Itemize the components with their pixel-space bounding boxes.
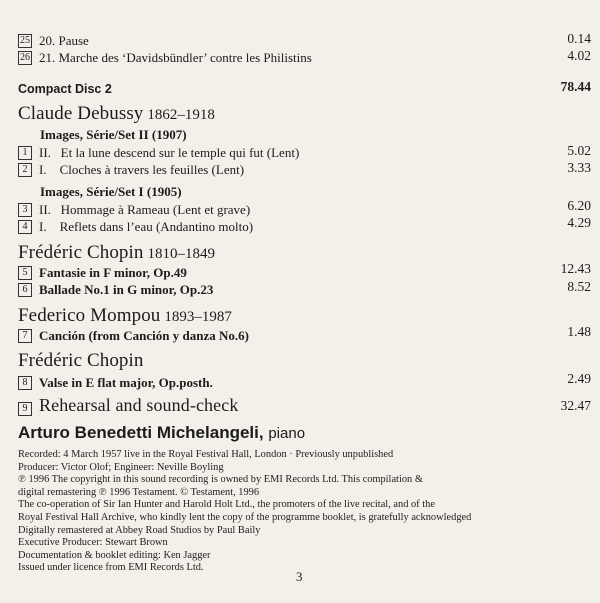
track-duration: 6.20 [567, 198, 591, 213]
track-title: Canción (from Canción y danza No.6) [39, 328, 249, 343]
track-title: Ballade No.1 in G minor, Op.23 [39, 282, 214, 297]
track-title: II. Et la lune descend sur le temple qui fut (Lent) [39, 145, 300, 160]
track-duration: 2.49 [567, 371, 591, 386]
composer-name: Frédéric Chopin [18, 350, 144, 371]
composer-name: Claude Debussy [18, 103, 144, 124]
track-number: 5 [18, 266, 32, 280]
track-duration: 1.48 [567, 324, 591, 339]
track-title: Rehearsal and sound-check [39, 395, 239, 415]
track-title: II. Hommage à Rameau (Lent et grave) [39, 202, 251, 217]
disc-heading: Compact Disc 2 [18, 82, 112, 96]
track-number: 6 [18, 283, 32, 297]
track-title: 20. Pause [39, 33, 89, 48]
composer-dates: 1810–1849 [147, 246, 216, 262]
track-number: 1 [18, 146, 32, 160]
credit-line: Documentation & booklet editing: Ken Jagger [18, 549, 211, 561]
track-duration: 32.47 [560, 398, 591, 413]
disc-total-duration: 78.44 [560, 79, 591, 94]
track-number: 9 [18, 402, 32, 416]
performer-instrument: piano [268, 425, 306, 442]
track-title: Fantasie in F minor, Op.49 [39, 265, 187, 280]
page-number: 3 [296, 569, 303, 584]
composer-heading [18, 242, 215, 264]
recording-credits [18, 449, 471, 575]
track-duration: 8.52 [567, 279, 591, 294]
track-duration: 5.02 [567, 143, 591, 158]
credit-line: Recorded: 4 March 1957 live in the Royal Festival Hall, London · Previously unpublished [18, 449, 394, 460]
work-title: Images, Série/Set I (1905) [40, 184, 182, 199]
composer-heading [18, 305, 232, 327]
credit-line: Issued under licence from EMI Records Ltd. [18, 562, 204, 574]
composer-heading [18, 103, 215, 125]
track-number: 2 [18, 163, 32, 177]
credit-line: The co-operation of Sir Ian Hunter and Harold Holt Ltd., the promoters of the live recital, and of the [18, 499, 435, 511]
composer-dates: 1862–1918 [147, 107, 215, 123]
track-number: 7 [18, 329, 32, 343]
credit-line: digital remastering ℗ 1996 Testament. © Testament, 1996 [18, 486, 260, 498]
track-duration: 3.33 [567, 160, 591, 175]
track-duration: 4.29 [567, 215, 591, 230]
track-number: 4 [18, 220, 32, 234]
credit-line: Royal Festival Hall Archive, who kindly lent the copy of the programme booklet, is gratefully acknowledged [18, 511, 472, 523]
composer-name: Frédéric Chopin [18, 242, 144, 263]
credit-line: ℗ 1996 The copyright in this sound recording is owned by EMI Records Ltd. This compilation & [18, 474, 423, 486]
credit-line: Executive Producer: Stewart Brown [18, 537, 168, 549]
composer-name: Federico Mompou [18, 305, 161, 326]
work-title: Images, Série/Set II (1907) [40, 127, 187, 142]
performer-credit [18, 423, 305, 443]
track-title: I. Cloches à travers les feuilles (Lent) [39, 162, 245, 177]
track-title: 21. Marche des ‘Davidsbündler’ contre les Philistins [39, 50, 312, 65]
track-title: Valse in E flat major, Op.posth. [39, 375, 213, 390]
composer-heading [18, 350, 144, 372]
track-title: I. Reflets dans l’eau (Andantino molto) [39, 219, 254, 234]
credit-line: Producer: Victor Olof; Engineer: Neville Boyling [18, 461, 224, 473]
composer-dates: 1893–1987 [164, 309, 232, 325]
performer-name: Arturo Benedetti Michelangeli, [18, 423, 264, 442]
track-number: 25 [20, 35, 30, 46]
credit-line: Digitally remastered at Abbey Road Studios by Paul Baily [18, 524, 261, 536]
track-duration: 0.14 [567, 31, 591, 46]
track-number: 26 [20, 52, 30, 63]
track-number: 3 [18, 203, 32, 217]
track-duration: 4.02 [567, 48, 591, 63]
track-duration: 12.43 [560, 261, 591, 276]
track-number: 8 [18, 376, 32, 390]
